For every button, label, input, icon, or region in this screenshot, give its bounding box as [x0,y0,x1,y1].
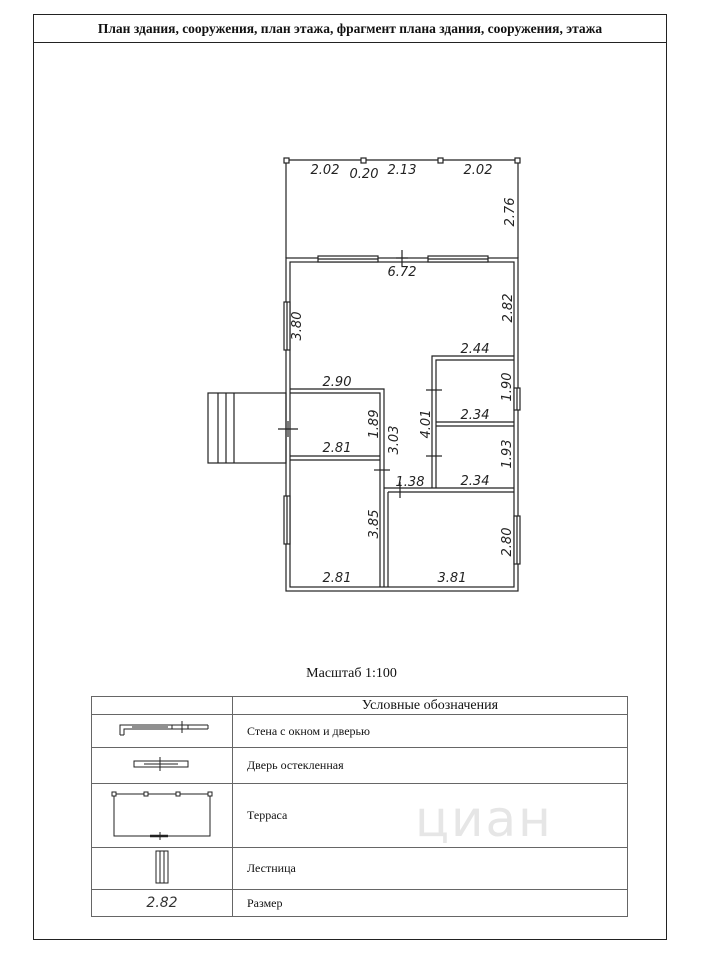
watermark: циан [415,790,553,848]
dim-bedroom-1-width: 2.81 [322,571,352,586]
scale-label: Масштаб 1:100 [306,666,397,681]
dim-house-width: 6.72 [387,265,417,280]
legend-label-stairs: Лестница [233,848,628,890]
dim-corridor-long: 4.01 [419,409,434,439]
dim-corridor-depth: 3.03 [387,425,402,455]
terrace-symbol [110,788,214,840]
legend-table [91,696,628,917]
dim-terrace-gap: 0.20 [349,167,379,182]
dim-bedroom-2-width: 3.81 [437,571,467,586]
house-outer-wall [286,258,518,591]
legend-symbol-dimension [92,890,233,917]
legend-symbol-glazed-door [92,748,233,784]
dim-terrace-depth: 2.76 [503,197,518,227]
legend-corner [92,697,233,715]
terrace-post [515,158,520,163]
glazed-door-symbol [132,757,192,771]
house-inner-wall [290,262,514,587]
dim-bath-width: 2.44 [460,342,490,357]
legend-symbol-stairs [92,848,233,890]
legend-label-terrace: Терраса [233,784,628,848]
dim-small-room-1-depth: 1.89 [367,409,382,439]
terrace-post [284,158,289,163]
dimension-symbol: 2.82 [146,895,178,911]
dim-bath-2-depth: 1.93 [500,439,515,469]
dim-bath-1-width: 2.34 [460,408,490,423]
legend-symbol-terrace [92,784,233,848]
dim-bedroom-2-depth: 2.80 [500,527,515,557]
legend-label-dimension: Размер [233,890,628,917]
dim-terrace-left: 2.02 [310,163,340,178]
dim-corridor-width: 1.38 [395,475,425,490]
sheet-title: План здания, сооружения, план этажа, фрагмент плана здания, сооружения, этажа [34,15,666,43]
dim-bath-2-width: 2.34 [460,474,490,489]
stairs [208,393,286,463]
stairs-symbol [154,850,170,884]
dim-left-wall-top: 3.80 [290,311,305,341]
wall-window-door-symbol [112,721,212,737]
dim-terrace-mid: 2.13 [387,163,417,178]
legend-label-glazed-door: Дверь остекленная [233,748,628,784]
legend-title: Условные обозначения [233,697,628,715]
legend-label-wall: Стена с окном и дверью [233,715,628,748]
dim-main-room-depth: 2.82 [501,293,516,323]
legend-symbol-wall [92,715,233,748]
terrace-post [361,158,366,163]
dim-bedroom-1-depth: 3.85 [367,509,382,539]
terrace-post [438,158,443,163]
dim-bath-1-depth: 1.90 [500,372,515,402]
dim-terrace-right: 2.02 [463,163,493,178]
dim-hall-width: 2.90 [322,375,352,390]
dim-small-room-1-width: 2.81 [322,441,352,456]
